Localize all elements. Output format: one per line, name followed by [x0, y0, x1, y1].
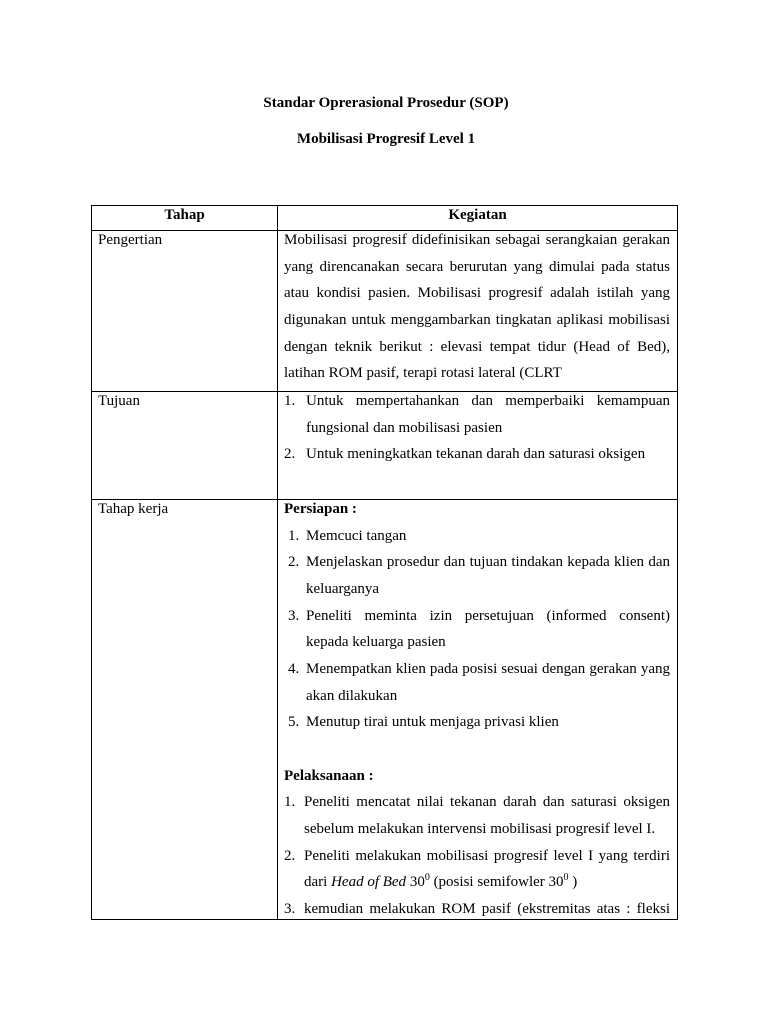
row-label-tujuan: Tujuan	[98, 393, 140, 409]
row-label-pengertian: Pengertian	[98, 232, 163, 248]
list-text: Memcuci tangan	[306, 527, 407, 544]
list-text: Peneliti mencatat nilai tekanan darah dan saturasi oksigen sebelum melakukan intervensi mobilisasi progresif level I.	[304, 794, 670, 837]
document-subtitle: Mobilisasi Progresif Level 1	[296, 131, 476, 147]
list-text: Untuk mempertahankan dan memperbaiki kemampuan fungsional dan mobilisasi pasien	[306, 393, 670, 436]
list-text: Peneliti melakukan mobilisasi progresif level I yang terdiri dari	[304, 847, 670, 891]
list-text: 30	[406, 874, 425, 891]
list-text: kemudian melakukan ROM pasif (ekstremitas atas : fleksi	[304, 900, 670, 917]
list-number: 2.	[284, 446, 296, 463]
list-number: 4.	[288, 660, 300, 677]
list-number: 1.	[284, 393, 296, 409]
list-number: 1.	[284, 794, 296, 811]
superscript: 0	[563, 872, 569, 884]
tahap-kerja-content	[284, 496, 670, 918]
list-item	[284, 603, 670, 656]
row-label-tahap-kerja: Tahap kerja	[98, 501, 169, 517]
list-text: Menutup tirai untuk menjaga privasi klien	[306, 714, 559, 731]
list-item	[284, 656, 670, 709]
list-number: 3.	[288, 607, 300, 624]
header-tahap: Tahap	[164, 207, 205, 223]
list-number: 1.	[288, 527, 300, 544]
list-item	[284, 843, 670, 896]
list-item	[284, 549, 670, 602]
header-kegiatan: Kegiatan	[448, 207, 507, 223]
list-item	[284, 896, 670, 918]
pelaksanaan-heading: Pelaksanaan :	[284, 767, 374, 784]
superscript: 0	[424, 872, 430, 884]
list-text: )	[568, 874, 578, 891]
column-divider	[277, 205, 278, 920]
list-item	[284, 789, 670, 842]
tujuan-list	[284, 388, 670, 468]
list-item	[284, 709, 670, 736]
list-text-italic: Head of Bed	[331, 874, 407, 891]
blank-line	[284, 736, 670, 763]
list-text: Peneliti meminta izin persetujuan (informed consent) kepada keluarga pasien	[306, 607, 670, 651]
pengertian-text: Mobilisasi progresif didefinisikan sebagai serangkaian gerakan yang direncanakan secara berurutan yang dimulai pada status atau kondisi pasien. Mobilisasi progresif adalah istilah yang digunakan untuk menggambarkan tingkatan aplikasi mobilisasi dengan teknik berikut : elevasi tempat tidur (Head of Bed), latihan ROM pasif, terapi rotasi lateral (CLRT	[284, 232, 670, 382]
list-text: Menjelaskan prosedur dan tujuan tindakan kepada klien dan keluarganya	[306, 554, 670, 597]
document-title: Standar Oprerasional Prosedur (SOP)	[263, 95, 509, 111]
list-item	[284, 441, 670, 468]
list-item	[284, 523, 670, 550]
list-number: 2.	[284, 847, 296, 864]
list-number: 3.	[284, 900, 296, 917]
list-number: 2.	[288, 554, 300, 571]
list-text: (posisi semifowler 30	[429, 874, 564, 891]
list-text: Untuk meningkatkan tekanan darah dan saturasi oksigen	[306, 446, 646, 463]
list-text: Menempatkan klien pada posisi sesuai dengan gerakan yang akan dilakukan	[306, 660, 670, 704]
list-number: 5.	[288, 714, 300, 731]
persiapan-heading: Persiapan :	[284, 501, 357, 517]
list-item	[284, 388, 670, 441]
